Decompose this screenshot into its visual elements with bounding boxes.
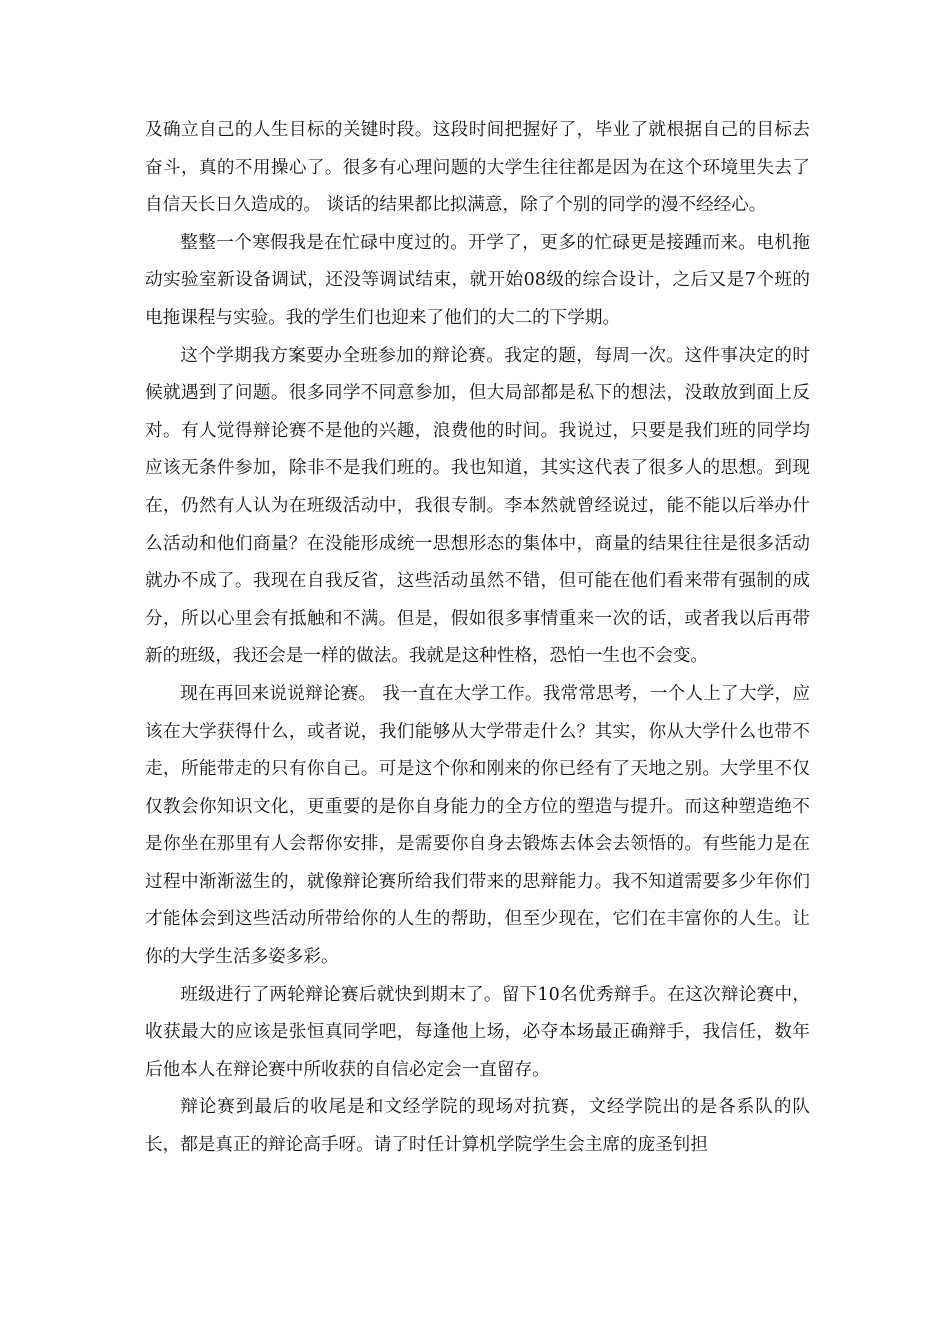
paragraph-winter-break: 整整一个寒假我是在忙碌中度过的。开学了，更多的忙碌更是接踵而来。电机拖动实验室新设备调试，还没等调试结束，就开始08级的综合设计，之后又是7个班的电拖课程与实验。我的学生们也迎来了他们的大二的下学期。 bbox=[145, 232, 810, 328]
paragraph-university-reflection: 现在再回来说说辩论赛。 我一直在大学工作。我常常思考，一个人上了大学，应该在大学获得什么，或者说，我们能够从大学带走什么？其实，你从大学什么也带不走，所能带走的只有你自己。可是这个你和刚来的你已经有了天地之别。大学里不仅仅教会你知识文化，更重要的是你自身能力的全方位的塑造与提升。而这种塑造绝不是你坐在那里有人会帮你安排，是需要你自身去锻炼去体会去领悟的。有些能力是在过程中渐渐滋生的，就像辩论赛所给我们带来的思辩能力。我不知道需要多少年你们才能体会到这些活动所带给你的人生的帮助，但至少现在，它们在丰富你的人生。让你的大学生活多姿多彩。 bbox=[145, 683, 810, 968]
document-body bbox=[145, 112, 810, 1165]
paragraph-continuation: 及确立自己的人生目标的关键时段。这段时间把握好了，毕业了就根据自己的目标去奋斗，真的不用操心了。很多有心理问题的大学生往往都是因为在这个环境里失去了自信天长日久造成的。 谈话的结果都比拟满意，除了个别的同学的漫不经经心。 bbox=[145, 120, 810, 216]
paragraph-final-match: 辩论赛到最后的收尾是和文经学院的现场对抗赛，文经学院出的是各系队的队长，都是真正的辩论高手呀。请了时任计算机学院学生会主席的庞圣钊担 bbox=[145, 1097, 810, 1156]
paragraph-debate-plan: 这个学期我方案要办全班参加的辩论赛。我定的题，每周一次。这件事决定的时候就遇到了问题。很多同学不同意参加，但大局部都是私下的想法，没敢放到面上反对。有人觉得辩论赛不是他的兴趣，浪费他的时间。我说过，只要是我们班的同学均应该无条件参加，除非不是我们班的。我也知道，其实这代表了很多人的思想。到现在，仍然有人认为在班级活动中，我很专制。李本然就曾经说过，能不能以后举办什么活动和他们商量？在没能形成统一思想形态的集体中，商量的结果往往是很多活动就办不成了。我现在自我反省，这些活动虽然不错，但可能在他们看来带有强制的成分，所以心里会有抵触和不满。但是，假如很多事情重来一次的话，或者我以后再带新的班级，我还会是一样的做法。我就是这种性格，恐怕一生也不会变。 bbox=[145, 345, 810, 667]
paragraph-debate-results: 班级进行了两轮辩论赛后就快到期末了。留下10名优秀辩手。在这次辩论赛中，收获最大的应该是张恒真同学吧，每逢他上场，必夺本场最正确辩手，我信任，数年后他本人在辩论赛中所收获的自信必定会一直留存。 bbox=[145, 984, 810, 1080]
